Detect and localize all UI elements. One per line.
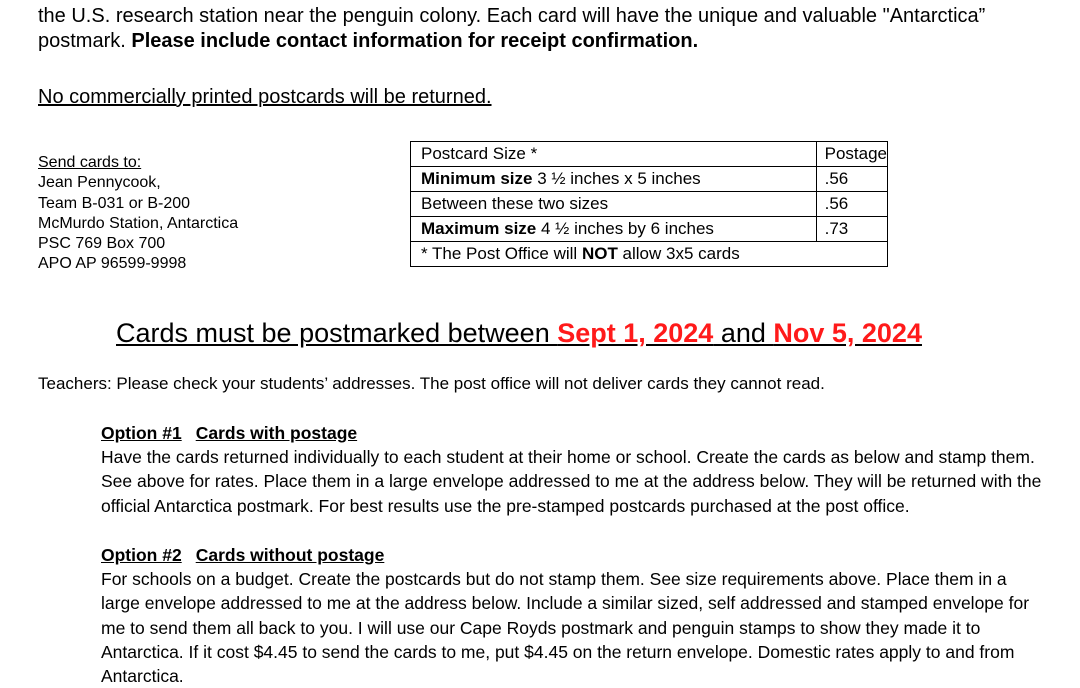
option-1-line: Have the cards returned individually to each student at their home or school. Create the cards as below and stamp them. — [101, 447, 1035, 468]
address-line: PSC 769 Box 700 — [38, 235, 166, 253]
option-2-line: large envelope addressed to me at the address below. Include a similar sized, self addressed and stamped envelope for — [101, 593, 1030, 614]
intro-line-2-text: postmark. — [38, 30, 132, 52]
option-2-line: me to send them all back to you. I will use our Cape Royds postmark and penguin stamps to show they made it to — [101, 617, 981, 638]
footnote-cell — [411, 242, 888, 267]
end-date: Nov 5, 2024 — [773, 318, 922, 348]
address-line: Team B-031 or B-200 — [38, 194, 191, 212]
contact-info-note: Please include contact information for receipt confirmation. — [131, 30, 699, 52]
address-header: Send cards to: — [38, 154, 142, 171]
option-1-heading: Cards with postage — [195, 423, 358, 443]
size-cell — [411, 167, 817, 192]
address-line: Jean Pennycook, — [38, 174, 161, 192]
option-1-line: official Antarctica postmark. For best results use the pre-stamped postcards purchased at the post office. — [101, 495, 910, 516]
size-text: 4 ½ inches by 6 inches — [536, 219, 714, 238]
option-1-title — [101, 421, 1051, 445]
size-text: Between these two sizes — [421, 194, 609, 213]
address-line: McMurdo Station, Antarctica — [38, 214, 239, 232]
mailing-address — [38, 153, 238, 275]
option-2-line: Antarctica. — [101, 666, 184, 687]
header-size: Postcard Size * — [411, 142, 817, 167]
table-footnote-row — [411, 242, 888, 267]
postmark-deadline — [116, 318, 922, 349]
postage-cell: .56 — [816, 167, 887, 192]
size-text: 3 ½ inches x 5 inches — [532, 169, 701, 188]
option-2-line: For schools on a budget. Create the postcards but do not stamp them. See size requirements above. Place them in a — [101, 569, 1007, 590]
teachers-note: Teachers: Please check your students’ addresses. The post office will not deliver cards they cannot read. — [38, 374, 825, 393]
option-2-line: Antarctica. If it cost $4.45 to send the cards to me, put $4.45 on the return envelope. Domestic rates apply to and from — [101, 641, 1015, 662]
size-bold: Minimum size — [421, 169, 533, 188]
deadline-text: Cards must be postmarked between — [116, 318, 558, 348]
table-row — [411, 217, 888, 242]
option-2-title — [101, 543, 1051, 567]
option-1-label: Option #1 — [101, 423, 182, 443]
table-row — [411, 192, 888, 217]
header-postage: Postage — [816, 142, 887, 167]
intro-line-1: the U.S. research station near the penguin colony. Each card will have the unique and valuable "Antarctica” — [38, 5, 986, 27]
postage-rates-table — [410, 141, 888, 267]
deadline-and: and — [713, 318, 774, 348]
intro-paragraph — [38, 4, 985, 54]
footnote-bold: NOT — [581, 244, 618, 263]
option-1-line: See above for rates. Place them in a large envelope addressed to me at the address below. They will be returned with the — [101, 471, 1042, 492]
size-cell — [411, 217, 817, 242]
footnote-pre: * The Post Office will — [421, 244, 582, 263]
footnote-post: allow 3x5 cards — [617, 244, 740, 263]
option-1-section — [101, 421, 1051, 518]
intro-line-2 — [38, 30, 698, 52]
option-2-heading: Cards without postage — [195, 545, 385, 565]
size-bold: Maximum size — [421, 219, 537, 238]
postage-cell: .73 — [816, 217, 887, 242]
table-row — [411, 167, 888, 192]
table-header-row — [411, 142, 888, 167]
option-2-label: Option #2 — [101, 545, 182, 565]
no-commercial-notice: No commercially printed postcards will be returned. — [38, 86, 492, 108]
address-line: APO AP 96599-9998 — [38, 255, 187, 273]
postage-cell: .56 — [816, 192, 887, 217]
size-cell — [411, 192, 817, 217]
option-2-section — [101, 543, 1051, 688]
start-date: Sept 1, 2024 — [557, 318, 714, 348]
